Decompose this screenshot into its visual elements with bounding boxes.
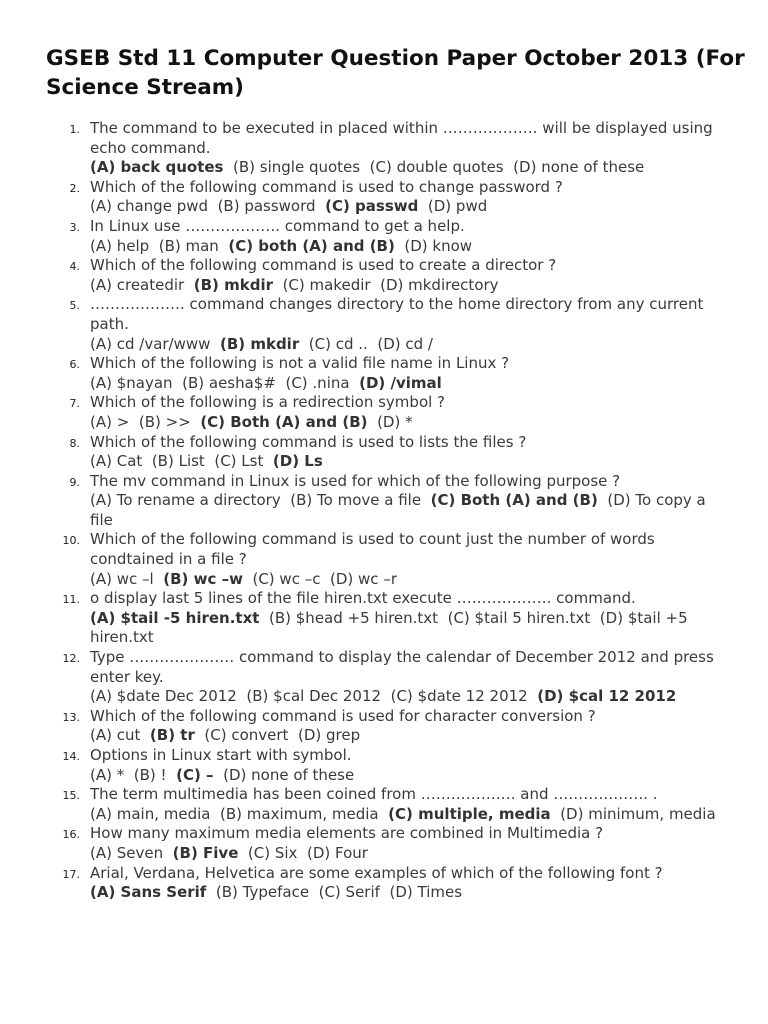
question-text: The mv command in Linux is used for which of the following purpose ? [90, 471, 621, 490]
option: (A) createdir [90, 275, 185, 294]
question-number: 7. [69, 397, 80, 411]
question-item [0, 119, 768, 178]
question-options [90, 766, 730, 786]
question-number: 17. [62, 867, 80, 881]
option: (B) >> [138, 412, 191, 431]
question-number: 8. [69, 436, 80, 450]
question-item [0, 648, 768, 707]
question-number: 6. [69, 358, 80, 372]
question-number: 14. [62, 750, 80, 763]
option: (A) $date Dec 2012 [90, 687, 237, 706]
option: (A) cd /var/www [90, 334, 211, 353]
option: (A) Cat [90, 452, 143, 471]
option: (C) convert [204, 726, 289, 745]
option: (D) mkdirectory [380, 275, 499, 294]
question-options [90, 335, 730, 355]
answer-option: (C) multiple, media [388, 804, 551, 823]
question-text: Which of the following command is used to change password ? [90, 177, 563, 196]
question-text: How many maximum media elements are combined in Multimedia ? [90, 824, 604, 843]
question-item [0, 256, 768, 295]
question-item [0, 354, 768, 393]
option: (B) To move a file [290, 491, 422, 510]
option: (C) double quotes [369, 158, 504, 177]
answer-option: (C) Both (A) and (B) [200, 412, 368, 431]
question-item [0, 785, 768, 824]
option: (C) Serif [318, 883, 380, 902]
question-item [0, 746, 768, 785]
option: (A) wc –l [90, 569, 154, 588]
question-options [90, 491, 730, 530]
question-text: Which of the following is not a valid file name in Linux ? [90, 354, 510, 373]
option: (C) Six [247, 843, 298, 862]
option: (A) $nayan [90, 373, 173, 392]
option: (A) Seven [90, 843, 164, 862]
answer-option: (A) Sans Serif [90, 883, 207, 902]
answer-option: (B) tr [149, 726, 195, 745]
question-text: Which of the following command is used for character conversion ? [90, 706, 596, 725]
option: (B) Typeface [215, 883, 310, 902]
answer-option: (C) passwd [325, 197, 419, 216]
question-text: o display last 5 lines of the file hiren.txt execute ………………. command. [90, 589, 636, 608]
option: (C) wc –c [252, 569, 321, 588]
question-number: 10. [62, 534, 80, 548]
question-item [0, 472, 768, 531]
option: (A) change pwd [90, 197, 209, 216]
option: (A) To rename a directory [90, 491, 281, 510]
question-options [90, 452, 730, 472]
option: (B) aesha$# [182, 373, 276, 392]
option: (A) help [90, 236, 150, 255]
question-number: 4. [69, 260, 80, 274]
option: (D) wc –r [330, 569, 397, 588]
question-text: Arial, Verdana, Helvetica are some examples of which of the following font ? [90, 863, 663, 882]
option: (D) minimum, media [560, 804, 716, 823]
question-options [90, 158, 730, 178]
question-number: 9. [69, 475, 80, 489]
option: (B) List [151, 452, 205, 471]
question-text: Options in Linux start with symbol. [90, 746, 352, 764]
option: (A) * [90, 765, 125, 784]
question-options [90, 413, 730, 433]
question-text: The term multimedia has been coined from ………………. and ………………. . [90, 785, 658, 804]
option: (A) cut [90, 726, 141, 745]
answer-option: (B) mkdir [193, 275, 274, 294]
question-text: Which of the following is a redirection symbol ? [90, 393, 446, 412]
option: (B) maximum, media [220, 804, 379, 823]
question-text: Which of the following command is used to create a director ? [90, 256, 557, 275]
question-item [0, 178, 768, 217]
question-number: 2. [69, 181, 80, 195]
option: (D) To copy a file [90, 491, 706, 529]
question-number: 13. [62, 710, 80, 724]
option: (B) $cal Dec 2012 [246, 687, 382, 706]
question-options [90, 609, 730, 648]
question-item [0, 295, 768, 354]
option: (D) $tail +5 hiren.txt [90, 608, 688, 647]
answer-option: (C) Both (A) and (B) [430, 491, 598, 510]
question-options [90, 197, 730, 217]
question-text: Which of the following command is used to count just the number of words condtained in a file ? [90, 530, 655, 569]
question-options [90, 687, 730, 707]
option: (D) know [404, 236, 473, 255]
option: (C) Lst [214, 452, 264, 471]
question-options [90, 374, 730, 394]
answer-option: (D) Ls [272, 452, 323, 471]
answer-option: (A) back quotes [90, 158, 224, 177]
question-number: 15. [62, 789, 80, 803]
option: (D) none of these [223, 765, 355, 784]
option: (C) makedir [282, 275, 371, 294]
option: (B) $head +5 hiren.txt [269, 608, 439, 627]
question-item [0, 530, 768, 589]
option: (A) main, media [90, 804, 211, 823]
question-number: 11. [62, 593, 80, 607]
question-item [0, 707, 768, 746]
question-number: 1. [69, 123, 80, 136]
option: (C) .nina [285, 373, 350, 392]
option: (B) single quotes [233, 158, 361, 177]
question-options [90, 844, 730, 864]
question-text: The command to be executed in placed within ………………. will be displayed using echo command. [90, 119, 713, 157]
question-options [90, 726, 730, 746]
option: (D) none of these [513, 158, 645, 177]
question-item [0, 217, 768, 256]
question-number: 16. [62, 828, 80, 842]
question-options [90, 276, 730, 296]
option: (A) > [90, 412, 130, 431]
option: (C) $date 12 2012 [390, 687, 528, 706]
question-text: ………………. command changes directory to the home directory from any current path. [90, 295, 704, 333]
question-number: 12. [62, 652, 80, 666]
question-item [0, 864, 768, 903]
option: (C) cd .. [308, 334, 368, 353]
option: (D) Four [306, 843, 368, 862]
option: (D) cd / [377, 334, 433, 353]
question-item [0, 393, 768, 432]
option: (B) ! [133, 765, 167, 784]
answer-option: (C) both (A) and (B) [228, 236, 395, 255]
option: (D) Times [389, 883, 463, 902]
question-number: 3. [69, 220, 80, 234]
option: (D) pwd [427, 197, 488, 216]
question-text: In Linux use ………………. command to get a help. [90, 216, 465, 235]
answer-option: (D) $cal 12 2012 [537, 687, 677, 706]
question-list [0, 119, 768, 903]
question-text: Type ………………… command to display the calendar of December 2012 and press enter key. [90, 648, 714, 686]
option: (C) $tail 5 hiren.txt [447, 608, 591, 627]
answer-option: (B) wc –w [163, 569, 243, 588]
question-options [90, 237, 730, 257]
question-number: 5. [69, 299, 80, 313]
question-options [90, 570, 730, 590]
answer-option: (B) Five [172, 843, 239, 862]
answer-option: (C) – [176, 765, 214, 784]
answer-option: (B) mkdir [219, 334, 300, 353]
question-item [0, 824, 768, 863]
question-options [90, 883, 730, 903]
page-title: GSEB Std 11 Computer Question Paper October 2013 (For Science Stream) [46, 46, 745, 100]
question-text: Which of the following command is used to lists the files ? [90, 432, 527, 451]
question-item [0, 433, 768, 472]
option: (B) man [158, 236, 219, 255]
question-item [0, 589, 768, 648]
question-options [90, 805, 730, 825]
option: (D) * [377, 412, 413, 431]
option: (D) grep [297, 726, 361, 745]
answer-option: (D) /vimal [359, 373, 442, 392]
answer-option: (A) $tail -5 hiren.txt [90, 608, 260, 627]
option: (B) password [217, 197, 316, 216]
